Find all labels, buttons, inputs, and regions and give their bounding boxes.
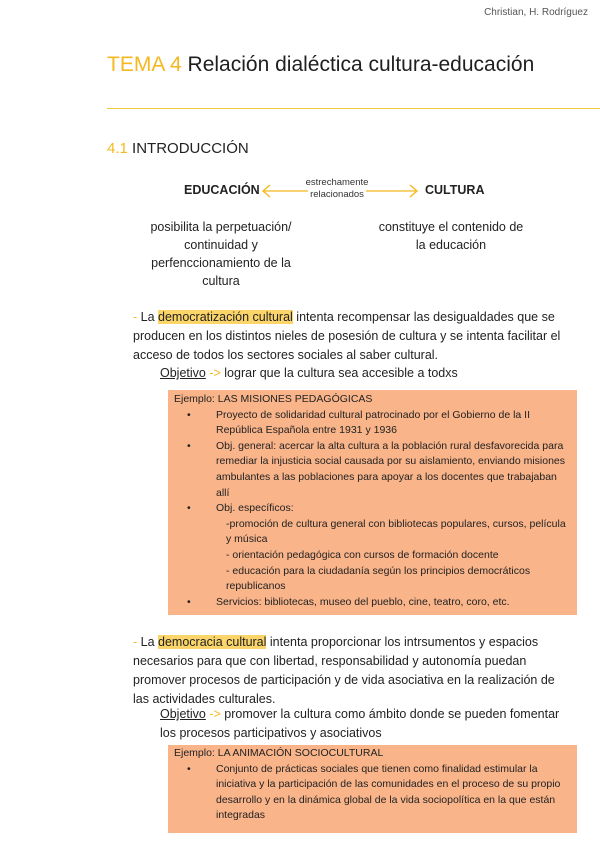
relation-middle	[295, 177, 379, 201]
example-name: LA ANIMACIÓN SOCIOCULTURAL	[217, 747, 384, 759]
paragraph-prefix: La	[140, 310, 159, 324]
bullet-icon: •	[187, 439, 191, 452]
objective-line	[160, 364, 570, 383]
example-heading	[168, 746, 577, 762]
example-box-misiones	[168, 390, 577, 615]
paragraph-prefix: La	[140, 635, 159, 649]
section-heading	[107, 140, 249, 157]
bullet-dash: -	[133, 635, 141, 649]
list-item	[168, 595, 577, 611]
sub-item: - orientación pedagógica con cursos de formación docente	[226, 548, 499, 561]
relation-middle-line1: estrechamente	[305, 177, 369, 188]
list-item	[168, 408, 577, 439]
list-item-text: Proyecto de solidaridad cultural patrocinado por el Gobierno de la II República Española entre 1931 y 1936	[216, 408, 531, 437]
sub-item: -promoción de cultura general con bibliotecas populares, cursos, película y música	[226, 517, 566, 546]
list-item-text: Conjunto de prácticas sociales que tienen como finalidad estimular la iniciativa y la participación de las comunidades en el proceso de su propio desarrollo y en la dinámica global de la vida sociopolítica en la que están integradas	[216, 762, 561, 822]
paragraph-text: intenta recompensar las desigualdades que se producen en los distintos nieles de posesión de cultura y se intenta facilitar el acceso de todos los sectores sociales al saber cultural.	[133, 310, 561, 362]
bullet-icon: •	[187, 762, 191, 775]
section-number: 4.1	[107, 140, 128, 157]
objective-text: promover la cultura como ámbito donde se pueden fomentar los procesos participativos y asociativos	[160, 707, 560, 740]
bullet-dash: -	[133, 310, 141, 324]
highlight-term: democratización cultural	[158, 310, 293, 324]
author-name: Christian, H. Rodríguez	[484, 7, 588, 18]
paragraph-text: intenta proporcionar los intrsumentos y espacios necesarios para que con libertad, responsabilidad y autonomía puedan promover procesos de participación y de vida asociativa en la realización de las actividades culturales.	[133, 635, 555, 706]
paragraph-democratizacion	[133, 308, 573, 365]
example-name: LAS MISIONES PEDAGÓGICAS	[217, 393, 373, 405]
bullet-icon: •	[187, 408, 191, 421]
section-text: INTRODUCCIÓN	[132, 140, 249, 157]
list-item-text: Obj. general: acercar la alta cultura a la población rural desfavorecida para remediar la injusticia social causada por su aislamiento, enviando misiones ambulantes a las poblaciones para apoyar a los docentes que trabajaban allí	[216, 439, 566, 499]
example-heading	[168, 392, 577, 408]
relation-right: CULTURA	[425, 183, 485, 197]
relation-left-description: posibilita la perpetuación/ continuidad y perfenccionamiento de la cultura	[150, 220, 292, 288]
relation-right-description: constituye el contenido de la educación	[378, 220, 524, 252]
bullet-icon: •	[187, 502, 191, 515]
list-item-text: Obj. específicos:	[216, 502, 294, 515]
objective-line	[160, 705, 570, 743]
arrow-icon: ->	[205, 707, 225, 721]
highlight-term: democracia cultural	[158, 635, 267, 649]
relation-left: EDUCACIÓN	[184, 183, 260, 197]
example-label: Ejemplo:	[174, 393, 218, 405]
paragraph-democracia	[133, 633, 573, 709]
bullet-icon: •	[187, 595, 191, 608]
list-item-text: Servicios: bibliotecas, museo del pueblo, cine, teatro, coro, etc.	[216, 595, 510, 608]
list-item	[168, 762, 577, 824]
title-text: Relación dialéctica cultura-educación	[187, 53, 535, 76]
page-title	[107, 50, 577, 80]
list-item	[168, 439, 577, 501]
sub-item: - educación para la ciudadanía según los principios democráticos republicanos	[226, 564, 531, 593]
objective-label: Objetivo	[160, 707, 206, 721]
example-label: Ejemplo:	[174, 747, 218, 759]
title-number: TEMA 4	[107, 53, 182, 76]
title-divider	[107, 108, 600, 109]
objective-label: Objetivo	[160, 366, 206, 380]
objective-text: lograr que la cultura sea accesible a todxs	[224, 366, 458, 380]
example-box-animacion	[168, 745, 577, 833]
arrow-icon: ->	[205, 366, 225, 380]
list-item	[168, 501, 577, 517]
relation-middle-line2: relacionados	[310, 189, 364, 200]
